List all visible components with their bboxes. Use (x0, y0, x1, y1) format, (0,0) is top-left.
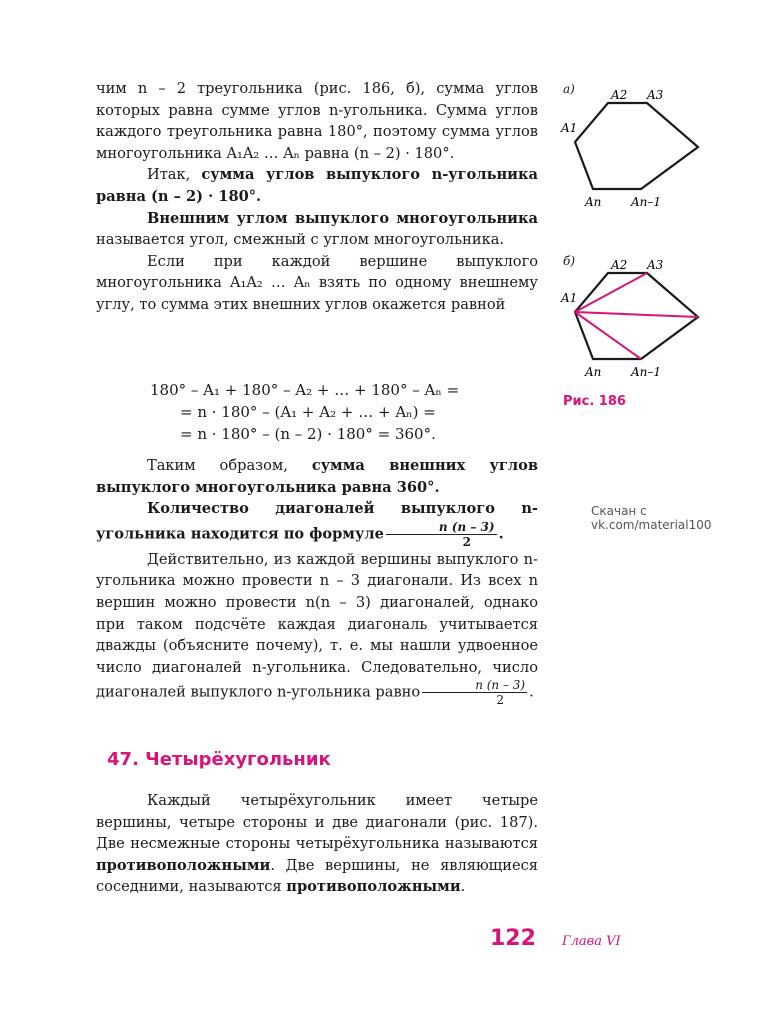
diagonal-formula-2 (422, 678, 527, 707)
equation-line-3: = n · 180° – (n – 2) · 180° = 360°. (180, 425, 436, 443)
paragraph-7-text: Действительно, из каждой вершины выпуклого n-угольника можно провести n – 3 диагонали. Из всех n вершин можно провести n(n – 3) диагоналей, однако при таком подсчёте каждая диагональ учитывается дважды (объясните почему), т. е. мы нашли удвоенное число диагоналей n-угольника. Следовательно, число диагоналей выпуклого n-угольника равно (96, 550, 538, 701)
paragraph-4: Если при каждой вершине выпуклого многоугольника A₁A₂ … Aₙ взять по одному внешнему углу, то сумма этих внешних углов окажется равной (96, 252, 538, 313)
figure-a-polygon (555, 85, 715, 215)
paragraph-8-c: . Две вершины, не являющиеся соседними, называются (96, 856, 538, 896)
paragraph-5 (96, 455, 538, 498)
watermark: Скачан с vk.com/material100 (591, 504, 712, 532)
paragraph-6-text: Количество диагоналей выпуклого n-угольника находится по формуле (96, 500, 538, 543)
paragraph-1: чим n – 2 треугольника (рис. 186, б), сумма углов которых равна сумме углов n-угольника. Сумма углов каждого треугольника равна 180°, поэтому сумма углов многоугольника A₁A₂ … Aₙ равна (n – 2) · 180°. (96, 80, 538, 162)
formula-numerator-2: n (n – 3) (422, 678, 527, 693)
paragraph-8-e: . (460, 878, 466, 896)
paragraph-2-bold: сумма углов выпуклого n-угольника равна (n – 2) · 180°. (96, 166, 538, 205)
vertex-b-a2-label: A2 (611, 258, 628, 272)
diagonal-formula (386, 520, 497, 549)
chapter-label: Глава VI (562, 934, 621, 949)
vertex-b-an1-label: An–1 (631, 365, 662, 379)
vertex-b-an-label: An (585, 365, 602, 379)
paragraph-3 (96, 208, 538, 251)
paragraph-7-end: . (529, 683, 534, 701)
vertex-a1-label: A1 (561, 121, 578, 135)
figure-a-label: а) (563, 82, 575, 96)
paragraph-8-term-2: противоположными (286, 878, 461, 896)
paragraph-6 (96, 498, 538, 549)
page-number: 122 (490, 926, 536, 951)
equation-line-2: = n · 180° – (A₁ + A₂ + … + Aₙ) = (180, 403, 436, 421)
hexagon-a (575, 103, 698, 189)
paragraph-8-term-1: противоположными (96, 856, 271, 874)
equation-line-1: 180° – A₁ + 180° – A₂ + … + 180° – Aₙ = (150, 381, 460, 399)
paragraph-8 (96, 790, 538, 898)
main-text-top (96, 78, 538, 316)
formula-numerator: n (n – 3) (386, 520, 497, 535)
vertex-b-a1-label: A1 (561, 291, 578, 305)
vertex-a2-label: A2 (611, 88, 628, 102)
figure-b-polygon (555, 255, 715, 385)
vertex-an-label: An (585, 195, 602, 209)
figure-caption: Рис. 186 (563, 394, 626, 409)
main-text-bottom (96, 790, 538, 898)
section-title: 47. Четырёхугольник (107, 749, 331, 770)
paragraph-5-lead: Таким образом, (147, 457, 312, 474)
paragraph-3-rest: называется угол, смежный с углом многоугольника. (96, 231, 505, 249)
vertex-b-a3-label: A3 (647, 258, 664, 272)
main-text-middle (96, 455, 538, 707)
formula-denominator-2: 2 (496, 693, 504, 708)
paragraph-7 (96, 549, 538, 708)
paragraph-2-lead: Итак, (147, 166, 202, 184)
diagonal-1 (575, 273, 647, 312)
paragraph-6-end: . (498, 525, 504, 543)
formula-denominator: 2 (462, 534, 471, 549)
vertex-an1-label: An–1 (631, 195, 662, 209)
figure-b-label: б) (563, 254, 576, 268)
paragraph-2 (96, 164, 538, 207)
paragraph-5-bold: сумма внешних углов выпуклого многоугольника равна 360°. (96, 457, 538, 496)
paragraph-3-term: Внешним углом выпуклого многоугольника (147, 209, 538, 227)
vertex-a3-label: A3 (647, 88, 664, 102)
diagonal-2 (575, 312, 698, 317)
paragraph-8-a: Каждый четырёхугольник имеет четыре вершины, четыре стороны и две диагонали (рис. 187). Две несмежные стороны четырёхугольника называются (96, 792, 538, 853)
